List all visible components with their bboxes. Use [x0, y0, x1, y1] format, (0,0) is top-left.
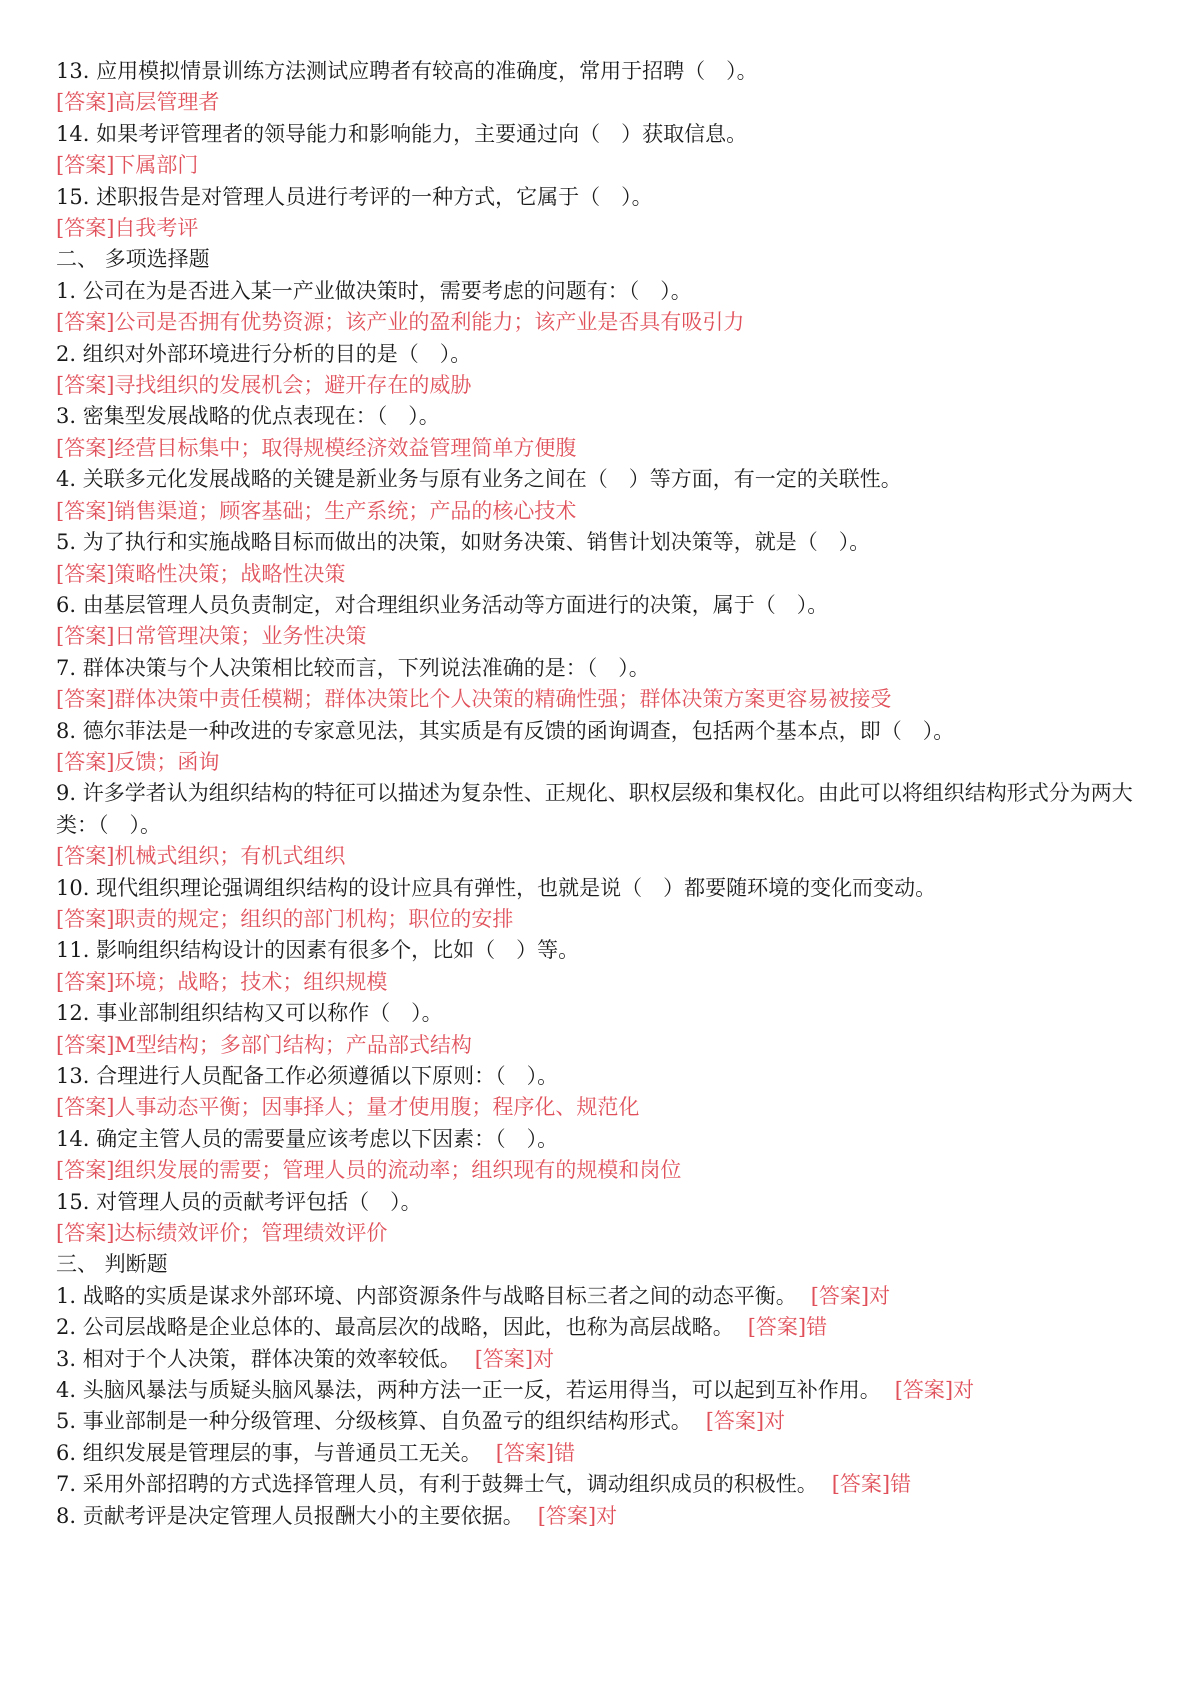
judge-answer-8: [答案]对 [537, 1503, 618, 1528]
question-14: 14. 如果考评管理者的领导能力和影响能力，主要通过向（ ）获取信息。 [56, 121, 748, 146]
section-heading-judge: 三、 判断题 [56, 1252, 168, 1277]
multi-answer-3: [答案]经营目标集中；取得规模经济效益管理简单方便腹 [56, 435, 577, 460]
judge-answer-1: [答案]对 [810, 1283, 891, 1308]
multi-answer-14: [答案]组织发展的需要；管理人员的流动率；组织现有的规模和岗位 [56, 1158, 682, 1183]
multi-question-1: 1. 公司在为是否进入某一产业做决策时，需要考虑的问题有：（ ）。 [56, 278, 692, 303]
multi-answer-9: [答案]机械式组织；有机式组织 [56, 844, 346, 869]
multi-answer-12: [答案]M型结构；多部门结构；产品部式结构 [56, 1032, 472, 1057]
multi-question-2: 2. 组织对外部环境进行分析的目的是（ ）。 [56, 341, 472, 366]
multi-question-8: 8. 德尔菲法是一种改进的专家意见法，其实质是有反馈的函询调查，包括两个基本点，即（ ）。 [56, 718, 955, 743]
multi-question-10: 10. 现代组织理论强调组织结构的设计应具有弹性，也就是说（ ）都要随环境的变化而变动。 [56, 875, 937, 900]
judge-answer-4: [答案]对 [894, 1378, 975, 1403]
multi-choice-list [56, 276, 1150, 1250]
multi-answer-2: [答案]寻找组织的发展机会；避开存在的威胁 [56, 373, 472, 398]
judge-answer-2: [答案]错 [747, 1315, 828, 1340]
judge-question-2: 2. 公司层战略是企业总体的、最高层次的战略，因此，也称为高层战略。 [56, 1315, 734, 1340]
judge-item-2 [56, 1312, 1150, 1343]
multi-question-4: 4. 关联多元化发展战略的关键是新业务与原有业务之间在（ ）等方面，有一定的关联性。 [56, 467, 902, 492]
question-13: 13. 应用模拟情景训练方法测试应聘者有较高的准确度，常用于招聘（ ）。 [56, 59, 758, 83]
multi-question-7: 7. 群体决策与个人决策相比较而言，下列说法准确的是：（ ）。 [56, 655, 650, 680]
judge-question-4: 4. 头脑风暴法与质疑头脑风暴法，两种方法一正一反，若运用得当，可以起到互补作用。 [56, 1378, 881, 1403]
multi-question-13: 13. 合理进行人员配备工作必须遵循以下原则：（ ）。 [56, 1064, 559, 1088]
multi-question-9: 9. 许多学者认为组织结构的特征可以描述为复杂性、正规化、职权层级和集权化。由此可以将组织结构形式分为两大类：（ ）。 [56, 781, 1133, 837]
single-choice-tail [56, 56, 1150, 244]
multi-answer-4: [答案]销售渠道；顾客基础；生产系统；产品的核心技术 [56, 498, 577, 523]
judge-item-8 [56, 1501, 1150, 1532]
judge-item-7 [56, 1469, 1150, 1500]
multi-answer-6: [答案]日常管理决策；业务性决策 [56, 624, 367, 649]
multi-question-6: 6. 由基层管理人员负责制定，对合理组织业务活动等方面进行的决策，属于（ ）。 [56, 592, 829, 617]
answer-15: [答案]自我考评 [56, 216, 199, 241]
judge-question-1: 1. 战略的实质是谋求外部环境、内部资源条件与战略目标三者之间的动态平衡。 [56, 1283, 797, 1308]
judge-item-1 [56, 1281, 1150, 1312]
judge-question-6: 6. 组织发展是管理层的事，与普通员工无关。 [56, 1440, 482, 1465]
judge-answer-6: [答案]错 [495, 1440, 576, 1465]
judge-answer-5: [答案]对 [705, 1409, 786, 1434]
multi-question-11: 11. 影响组织结构设计的因素有很多个，比如（ ）等。 [56, 938, 580, 963]
multi-question-12: 12. 事业部制组织结构又可以称作（ ）。 [56, 1001, 443, 1026]
judge-answer-7: [答案]错 [831, 1472, 912, 1497]
judge-item-5 [56, 1406, 1150, 1437]
multi-answer-5: [答案]策略性决策；战略性决策 [56, 561, 346, 586]
multi-answer-7: [答案]群体决策中责任模糊；群体决策比个人决策的精确性强；群体决策方案更容易被接受 [56, 687, 892, 712]
judge-question-7: 7. 采用外部招聘的方式选择管理人员，有利于鼓舞士气，调动组织成员的积极性。 [56, 1472, 818, 1497]
question-15: 15. 述职报告是对管理人员进行考评的一种方式，它属于（ ）。 [56, 184, 653, 209]
judge-item-6 [56, 1438, 1150, 1469]
multi-answer-10: [答案]职责的规定；组织的部门机构；职位的安排 [56, 906, 514, 931]
multi-answer-13: [答案]人事动态平衡；因事择人；量才使用腹；程序化、规范化 [56, 1095, 640, 1120]
multi-question-5: 5. 为了执行和实施战略目标而做出的决策，如财务决策、销售计划决策等，就是（ ）。 [56, 530, 871, 555]
multi-answer-11: [答案]环境；战略；技术；组织规模 [56, 969, 388, 994]
judge-question-3: 3. 相对于个人决策，群体决策的效率较低。 [56, 1346, 461, 1371]
multi-question-14: 14. 确定主管人员的需要量应该考虑以下因素：（ ）。 [56, 1126, 559, 1151]
judge-list [56, 1281, 1150, 1532]
section-heading-multi: 二、 多项选择题 [56, 247, 210, 272]
multi-question-15: 15. 对管理人员的贡献考评包括（ ）。 [56, 1189, 422, 1214]
judge-answer-3: [答案]对 [474, 1346, 555, 1371]
multi-answer-8: [答案]反馈；函询 [56, 749, 220, 774]
multi-answer-1: [答案]公司是否拥有优势资源；该产业的盈利能力；该产业是否具有吸引力 [56, 310, 745, 335]
judge-item-3 [56, 1344, 1150, 1375]
answer-14: [答案]下属部门 [56, 153, 199, 178]
judge-item-4 [56, 1375, 1150, 1406]
answer-13: [答案]高层管理者 [56, 90, 220, 115]
judge-question-5: 5. 事业部制是一种分级管理、分级核算、自负盈亏的组织结构形式。 [56, 1409, 692, 1434]
multi-question-3: 3. 密集型发展战略的优点表现在：（ ）。 [56, 404, 440, 429]
judge-question-8: 8. 贡献考评是决定管理人员报酬大小的主要依据。 [56, 1503, 524, 1528]
multi-answer-15: [答案]达标绩效评价；管理绩效评价 [56, 1221, 388, 1246]
